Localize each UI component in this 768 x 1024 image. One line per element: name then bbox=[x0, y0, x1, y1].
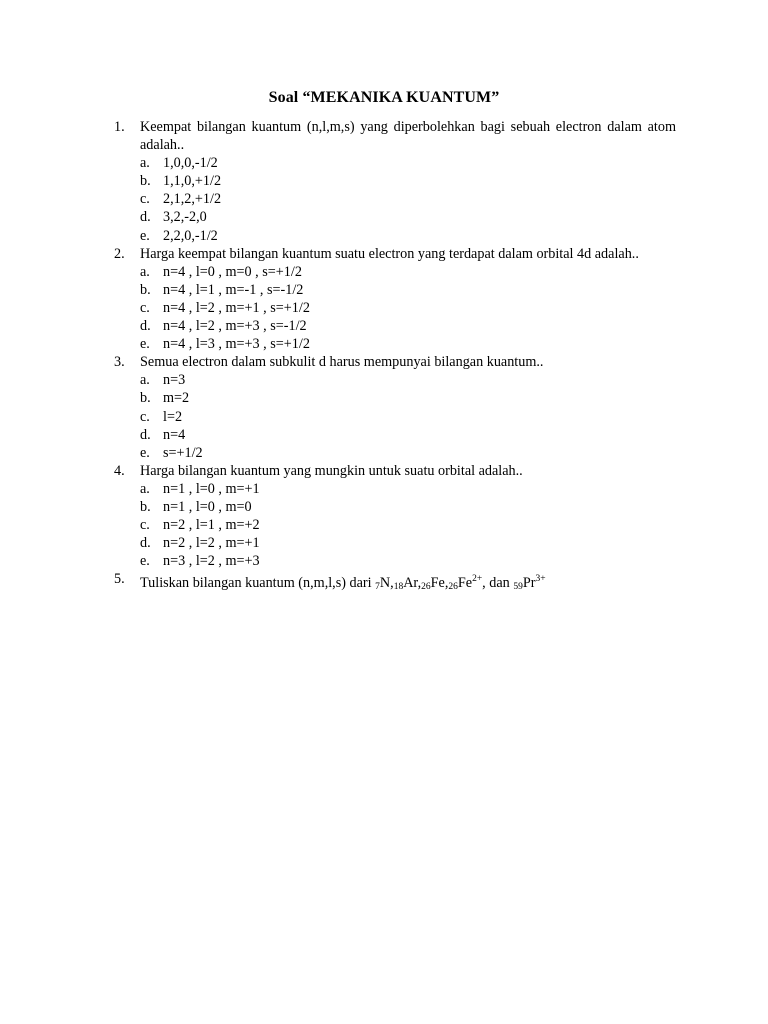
ion-charge-pr: 3+ bbox=[535, 574, 546, 585]
question-number: 4. bbox=[114, 462, 125, 479]
option-letter: d. bbox=[140, 535, 151, 552]
option-text: 3,2,-2,0 bbox=[163, 209, 207, 226]
option-letter: e. bbox=[140, 336, 150, 353]
option-text: s=+1/2 bbox=[163, 444, 203, 461]
option-item bbox=[140, 227, 676, 245]
atomic-number-ar: 18 bbox=[393, 582, 404, 593]
option-item bbox=[140, 498, 676, 516]
option-item bbox=[140, 516, 676, 534]
option-item bbox=[140, 335, 676, 353]
question-text: Keempat bilangan kuantum (n,l,m,s) yang diperbolehkan bagi sebuah electron dalam atom adalah.. bbox=[140, 119, 676, 154]
option-text: l=2 bbox=[163, 408, 183, 425]
option-letter: b. bbox=[140, 498, 151, 515]
option-item bbox=[140, 172, 676, 190]
question-4 bbox=[114, 462, 676, 571]
question-text: Harga bilangan kuantum yang mungkin untuk suatu orbital adalah.. bbox=[140, 462, 523, 479]
option-letter: d. bbox=[140, 318, 151, 335]
atomic-number-pr: 59 bbox=[513, 582, 523, 593]
option-letter: b. bbox=[140, 390, 151, 407]
option-item bbox=[140, 190, 676, 208]
option-item bbox=[140, 552, 676, 570]
question-text-prefix: Tuliskan bilangan kuantum (n,m,l,s) dari bbox=[140, 575, 376, 592]
option-list bbox=[140, 154, 676, 244]
option-letter: a. bbox=[140, 263, 150, 280]
option-letter: c. bbox=[140, 408, 150, 425]
option-letter: b. bbox=[140, 173, 151, 190]
option-text: 1,0,0,-1/2 bbox=[163, 155, 218, 172]
atomic-number-n: 7 bbox=[375, 582, 380, 593]
option-text: n=4 , l=0 , m=0 , s=+1/2 bbox=[163, 263, 302, 280]
option-item bbox=[140, 208, 676, 226]
atomic-number-fe: 26 bbox=[421, 582, 431, 593]
option-letter: c. bbox=[140, 299, 150, 316]
option-text: 1,1,0,+1/2 bbox=[163, 173, 222, 190]
question-text: Harga keempat bilangan kuantum suatu electron yang terdapat dalam orbital 4d adalah.. bbox=[140, 245, 639, 262]
option-item bbox=[140, 317, 676, 335]
question-3 bbox=[114, 353, 676, 462]
option-text: n=4 , l=2 , m=+3 , s=-1/2 bbox=[163, 318, 307, 335]
option-letter: c. bbox=[140, 517, 150, 534]
option-letter: a. bbox=[140, 155, 150, 172]
option-item bbox=[140, 281, 676, 299]
option-letter: e. bbox=[140, 444, 150, 461]
question-number: 5. bbox=[114, 571, 125, 588]
option-item bbox=[140, 426, 676, 444]
option-text: n=3 bbox=[163, 372, 186, 389]
option-text: 2,2,0,-1/2 bbox=[163, 227, 218, 244]
option-item bbox=[140, 389, 676, 407]
option-item bbox=[140, 263, 676, 281]
option-text: n=4 , l=2 , m=+1 , s=+1/2 bbox=[163, 299, 310, 316]
ion-charge-fe: 2+ bbox=[472, 574, 483, 585]
question-2 bbox=[114, 245, 676, 354]
question-text: Semua electron dalam subkulit d harus mempunyai bilangan kuantum.. bbox=[140, 354, 544, 371]
option-text: m=2 bbox=[163, 390, 190, 407]
option-list bbox=[140, 371, 676, 461]
option-text: n=4 , l=3 , m=+3 , s=+1/2 bbox=[163, 336, 310, 353]
question-number: 1. bbox=[114, 119, 125, 135]
question-number: 3. bbox=[114, 354, 125, 371]
option-letter: d. bbox=[140, 209, 151, 226]
option-item bbox=[140, 154, 676, 172]
option-text: n=1 , l=0 , m=+1 bbox=[163, 480, 260, 497]
option-letter: e. bbox=[140, 553, 150, 570]
option-letter: e. bbox=[140, 227, 150, 244]
element-symbol-pr: Pr bbox=[522, 575, 536, 592]
option-text: n=4 , l=1 , m=-1 , s=-1/2 bbox=[163, 281, 304, 298]
option-text: n=2 , l=2 , m=+1 bbox=[163, 535, 260, 552]
option-list bbox=[140, 263, 676, 353]
question-list bbox=[114, 118, 676, 596]
option-item bbox=[140, 408, 676, 426]
option-text: n=2 , l=1 , m=+2 bbox=[163, 517, 260, 534]
option-letter: a. bbox=[140, 480, 150, 497]
question-text bbox=[140, 570, 676, 596]
element-symbol-fe-ion: Fe bbox=[457, 575, 473, 592]
option-text: n=1 , l=0 , m=0 bbox=[163, 498, 252, 515]
option-letter: b. bbox=[140, 281, 151, 298]
option-letter: c. bbox=[140, 191, 150, 208]
option-item bbox=[140, 299, 676, 317]
option-text: n=3 , l=2 , m=+3 bbox=[163, 553, 260, 570]
option-letter: a. bbox=[140, 372, 150, 389]
option-letter: d. bbox=[140, 426, 151, 443]
question-text-mid: , dan bbox=[482, 575, 514, 592]
option-list bbox=[140, 480, 676, 570]
document-title: Soal “MEKANIKA KUANTUM” bbox=[268, 89, 500, 106]
option-text: n=4 bbox=[163, 426, 186, 443]
option-item bbox=[140, 444, 676, 462]
question-1 bbox=[114, 118, 676, 245]
option-item bbox=[140, 480, 676, 498]
question-5 bbox=[114, 570, 676, 596]
option-item bbox=[140, 371, 676, 389]
question-number: 2. bbox=[114, 245, 125, 262]
atomic-number-fe-ion: 26 bbox=[448, 582, 458, 593]
option-item bbox=[140, 534, 676, 552]
element-symbol-fe: Fe, bbox=[430, 575, 449, 592]
element-symbol-ar: Ar, bbox=[403, 575, 422, 592]
option-text: 2,1,2,+1/2 bbox=[163, 191, 222, 208]
element-symbol-n: N, bbox=[379, 575, 394, 592]
